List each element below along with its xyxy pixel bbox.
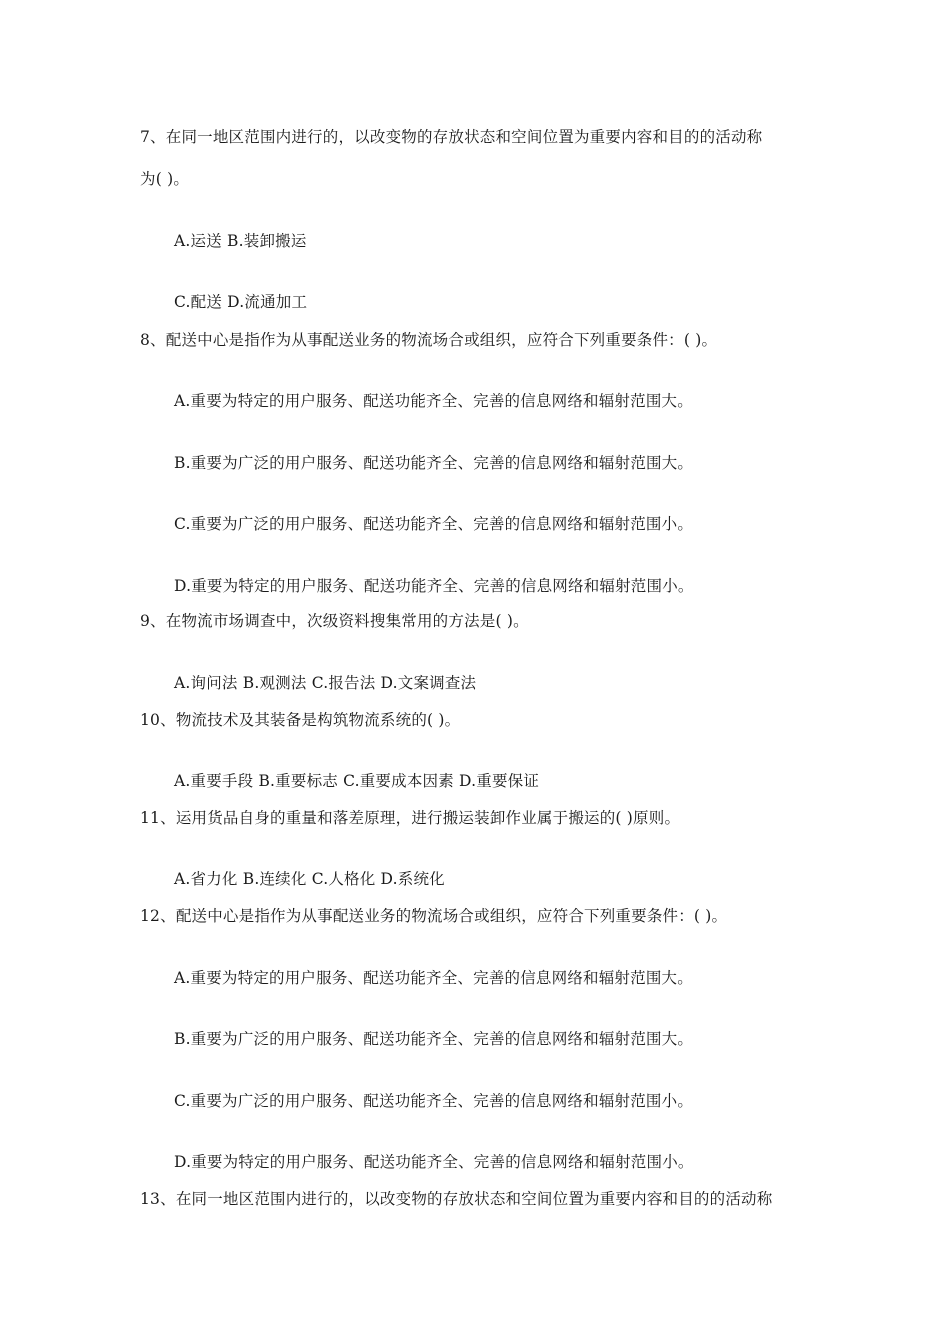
question-12-option-d: D.重要为特定的用户服务、配送功能齐全、完善的信息网络和辐射范围小。	[174, 1153, 694, 1171]
question-12-stem: 12、配送中心是指作为从事配送业务的物流场合或组织，应符合下列重要条件：( )。	[140, 907, 728, 925]
question-7-stem-line-2: 为( )。	[140, 170, 190, 188]
question-7-stem-line-1: 7、在同一地区范围内进行的，以改变物的存放状态和空间位置为重要内容和目的的活动称	[140, 128, 763, 146]
question-10-options: A.重要手段 B.重要标志 C.重要成本因素 D.重要保证	[174, 772, 540, 790]
question-9-stem: 9、在物流市场调查中，次级资料搜集常用的方法是( )。	[140, 612, 529, 630]
question-8-option-b: B.重要为广泛的用户服务、配送功能齐全、完善的信息网络和辐射范围大。	[174, 454, 694, 472]
question-12-option-a: A.重要为特定的用户服务、配送功能齐全、完善的信息网络和辐射范围大。	[174, 969, 693, 987]
question-7-option-line-2: C.配送 D.流通加工	[174, 293, 308, 311]
question-9-options: A.询问法 B.观测法 C.报告法 D.文案调查法	[174, 674, 477, 692]
question-8-option-a: A.重要为特定的用户服务、配送功能齐全、完善的信息网络和辐射范围大。	[174, 392, 693, 410]
question-8-stem: 8、配送中心是指作为从事配送业务的物流场合或组织，应符合下列重要条件：( )。	[140, 331, 718, 349]
question-11-stem: 11、运用货品自身的重量和落差原理，进行搬运装卸作业属于搬运的( )原则。	[140, 809, 681, 827]
question-8-option-d: D.重要为特定的用户服务、配送功能齐全、完善的信息网络和辐射范围小。	[174, 577, 694, 595]
question-12-option-b: B.重要为广泛的用户服务、配送功能齐全、完善的信息网络和辐射范围大。	[174, 1030, 694, 1048]
question-12-option-c: C.重要为广泛的用户服务、配送功能齐全、完善的信息网络和辐射范围小。	[174, 1092, 694, 1110]
question-10-stem: 10、物流技术及其装备是构筑物流系统的( )。	[140, 711, 461, 729]
question-13-stem: 13、在同一地区范围内进行的，以改变物的存放状态和空间位置为重要内容和目的的活动称	[140, 1190, 773, 1208]
question-8-option-c: C.重要为广泛的用户服务、配送功能齐全、完善的信息网络和辐射范围小。	[174, 515, 694, 533]
question-11-options: A.省力化 B.连续化 C.人格化 D.系统化	[174, 870, 445, 888]
question-7-option-line-1: A.运送 B.装卸搬运	[174, 232, 307, 250]
